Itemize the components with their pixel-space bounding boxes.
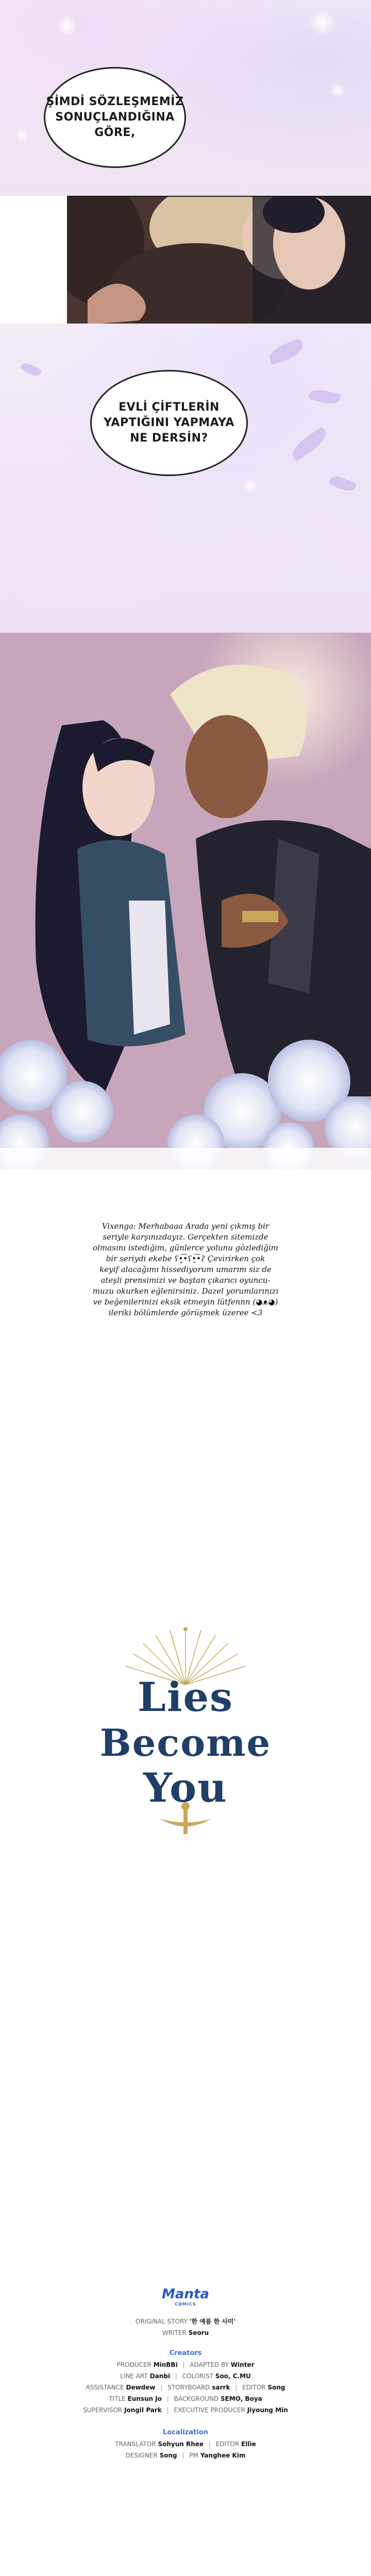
speech-bubble-mid — [90, 370, 248, 476]
embrace-illustration — [0, 633, 371, 1170]
logo-word-2: Become — [99, 1721, 272, 1765]
credit-role: ORIGINAL STORY — [135, 2318, 188, 2325]
credit-name: Dewdew — [126, 2384, 156, 2391]
credit-name: '한 예름 한 사미' — [189, 2318, 236, 2325]
speech-bubble-top — [44, 67, 186, 168]
credit-role: COLORIST — [182, 2372, 214, 2380]
credit-row: PRODUCER MinBBi | ADAPTED BY Winter — [116, 2361, 255, 2368]
credit-name: Winter — [230, 2361, 255, 2368]
credit-role: ASSISTANCE — [86, 2384, 124, 2391]
credit-name: Eunsun Jo — [127, 2395, 162, 2402]
logo-word-1: Lies — [137, 1674, 233, 1721]
credits-heading-creators: Creators — [169, 2349, 202, 2357]
closeup-illustration — [67, 197, 371, 325]
translator-note-line: muzu okurken eğlenirsiniz. Dazel yorumlarınızı — [92, 1286, 279, 1296]
panel-embrace-artwork — [0, 633, 371, 1170]
translator-note-line: ateşli prensimizi ve baştan çıkarıcı oyuncu- — [100, 1276, 271, 1285]
credit-name: Soo, C.MU — [215, 2372, 251, 2380]
petal — [288, 427, 330, 462]
credit-row: DESIGNER Song | PM Yanghee Kim — [125, 2452, 246, 2459]
credit-original-story — [0, 2316, 371, 2327]
panel-mid-background — [0, 324, 371, 633]
translator-note — [0, 1221, 371, 1318]
speech-bubble-top-text: ŞİMDİ SÖZLEŞMEMİZ SONUÇLANDIĞINA GÖRE, — [46, 95, 184, 139]
logo-word-3: You — [143, 1765, 228, 1811]
credit-role: LINE ART — [120, 2372, 148, 2380]
translator-note-line: Vixenga: Merhabaaa Arada yeni çıkmış bir — [102, 1222, 269, 1231]
credit-name: Ellie — [241, 2441, 256, 2448]
panel-closeup-artwork — [67, 196, 371, 326]
credit-name: Danbi — [149, 2372, 170, 2380]
speech-bubble-mid-text: EVLİ ÇİFTLERİN YAPTIĞINI YAPMAYA NE DERSİN? — [104, 401, 234, 445]
credit-name: Sohyun Rhee — [158, 2441, 204, 2448]
credit-role: ADAPTED BY — [190, 2361, 229, 2368]
panel-top-background — [0, 0, 371, 196]
credit-name: SEMO, Boya — [221, 2395, 262, 2402]
credit-name: Jiyoung Min — [247, 2406, 288, 2414]
credit-name: MinBBi — [153, 2361, 178, 2368]
credit-role: TITLE — [109, 2395, 126, 2402]
credit-role: WRITER — [162, 2329, 187, 2336]
sparkle — [15, 129, 29, 142]
credit-row: TITLE Eunsun Jo | BACKGROUND SEMO, Boya — [109, 2395, 262, 2402]
credit-name: Yanghee Kim — [200, 2452, 246, 2459]
petal — [329, 473, 357, 494]
credit-role: DESIGNER — [125, 2452, 158, 2459]
translator-note-line: olmasını istediğim, günlerce yolunu gözlediğim — [93, 1243, 278, 1252]
publisher-logo-sub: COMICS — [175, 2302, 196, 2307]
credit-role: PRODUCER — [116, 2361, 151, 2368]
credit-row: ASSISTANCE Dewdew | STORYBOARD sarrk | EDITOR Song — [86, 2384, 285, 2391]
translator-note-line: ileriki bölümlerde görüşmek üzeree <3 — [108, 1308, 263, 1317]
credit-role: EDITOR — [215, 2441, 240, 2448]
credit-role: EDITOR — [242, 2384, 266, 2391]
credits-section — [0, 2287, 371, 2461]
credit-row: TRANSLATOR Sohyun Rhee | EDITOR Ellie — [115, 2441, 256, 2448]
series-title-logo — [82, 1618, 289, 1844]
credit-row: SUPERVISOR Jongil Park | EXECUTIVE PRODUCER Jiyoung Min — [83, 2406, 288, 2414]
credit-role: PM — [189, 2452, 198, 2459]
petal — [308, 387, 341, 407]
credit-name: Seoru — [188, 2329, 209, 2336]
credit-role: EXECUTIVE PRODUCER — [174, 2406, 245, 2414]
credit-name: Jongil Park — [124, 2406, 162, 2414]
credit-role: STORYBOARD — [167, 2384, 210, 2391]
credit-role: TRANSLATOR — [115, 2441, 156, 2448]
translator-note-line: keyif alacağımı hissediyorum umarım siz de — [99, 1265, 272, 1274]
sparkle — [330, 82, 345, 98]
credits-heading-localization: Localization — [163, 2429, 208, 2436]
sparkle — [309, 10, 335, 36]
translator-note-line: seriyle karşınızdayız. Gerçekten sitemizde — [103, 1232, 268, 1242]
petal — [20, 360, 42, 379]
credit-writer — [0, 2327, 371, 2338]
publisher-logo: Manta — [162, 2286, 209, 2302]
credit-row: LINE ART Danbi | COLORIST Soo, C.MU — [120, 2372, 251, 2380]
credit-name: Song — [159, 2452, 177, 2459]
petal — [266, 338, 306, 365]
credit-name: Song — [267, 2384, 285, 2391]
sparkle — [242, 478, 258, 494]
credit-name: sarrk — [212, 2384, 230, 2391]
credit-role: SUPERVISOR — [83, 2406, 123, 2414]
credit-role: BACKGROUND — [174, 2395, 219, 2402]
translator-note-line: ve beğenilerinizi eksik etmeyin lütfennn (◕ᴥ◕) — [93, 1297, 278, 1307]
translator-note-line: bir seriydi ekebe ʕ•̫͡•ʕ•̫͡•ʔ Çevirirken çok — [106, 1254, 265, 1263]
sparkle — [57, 15, 77, 36]
